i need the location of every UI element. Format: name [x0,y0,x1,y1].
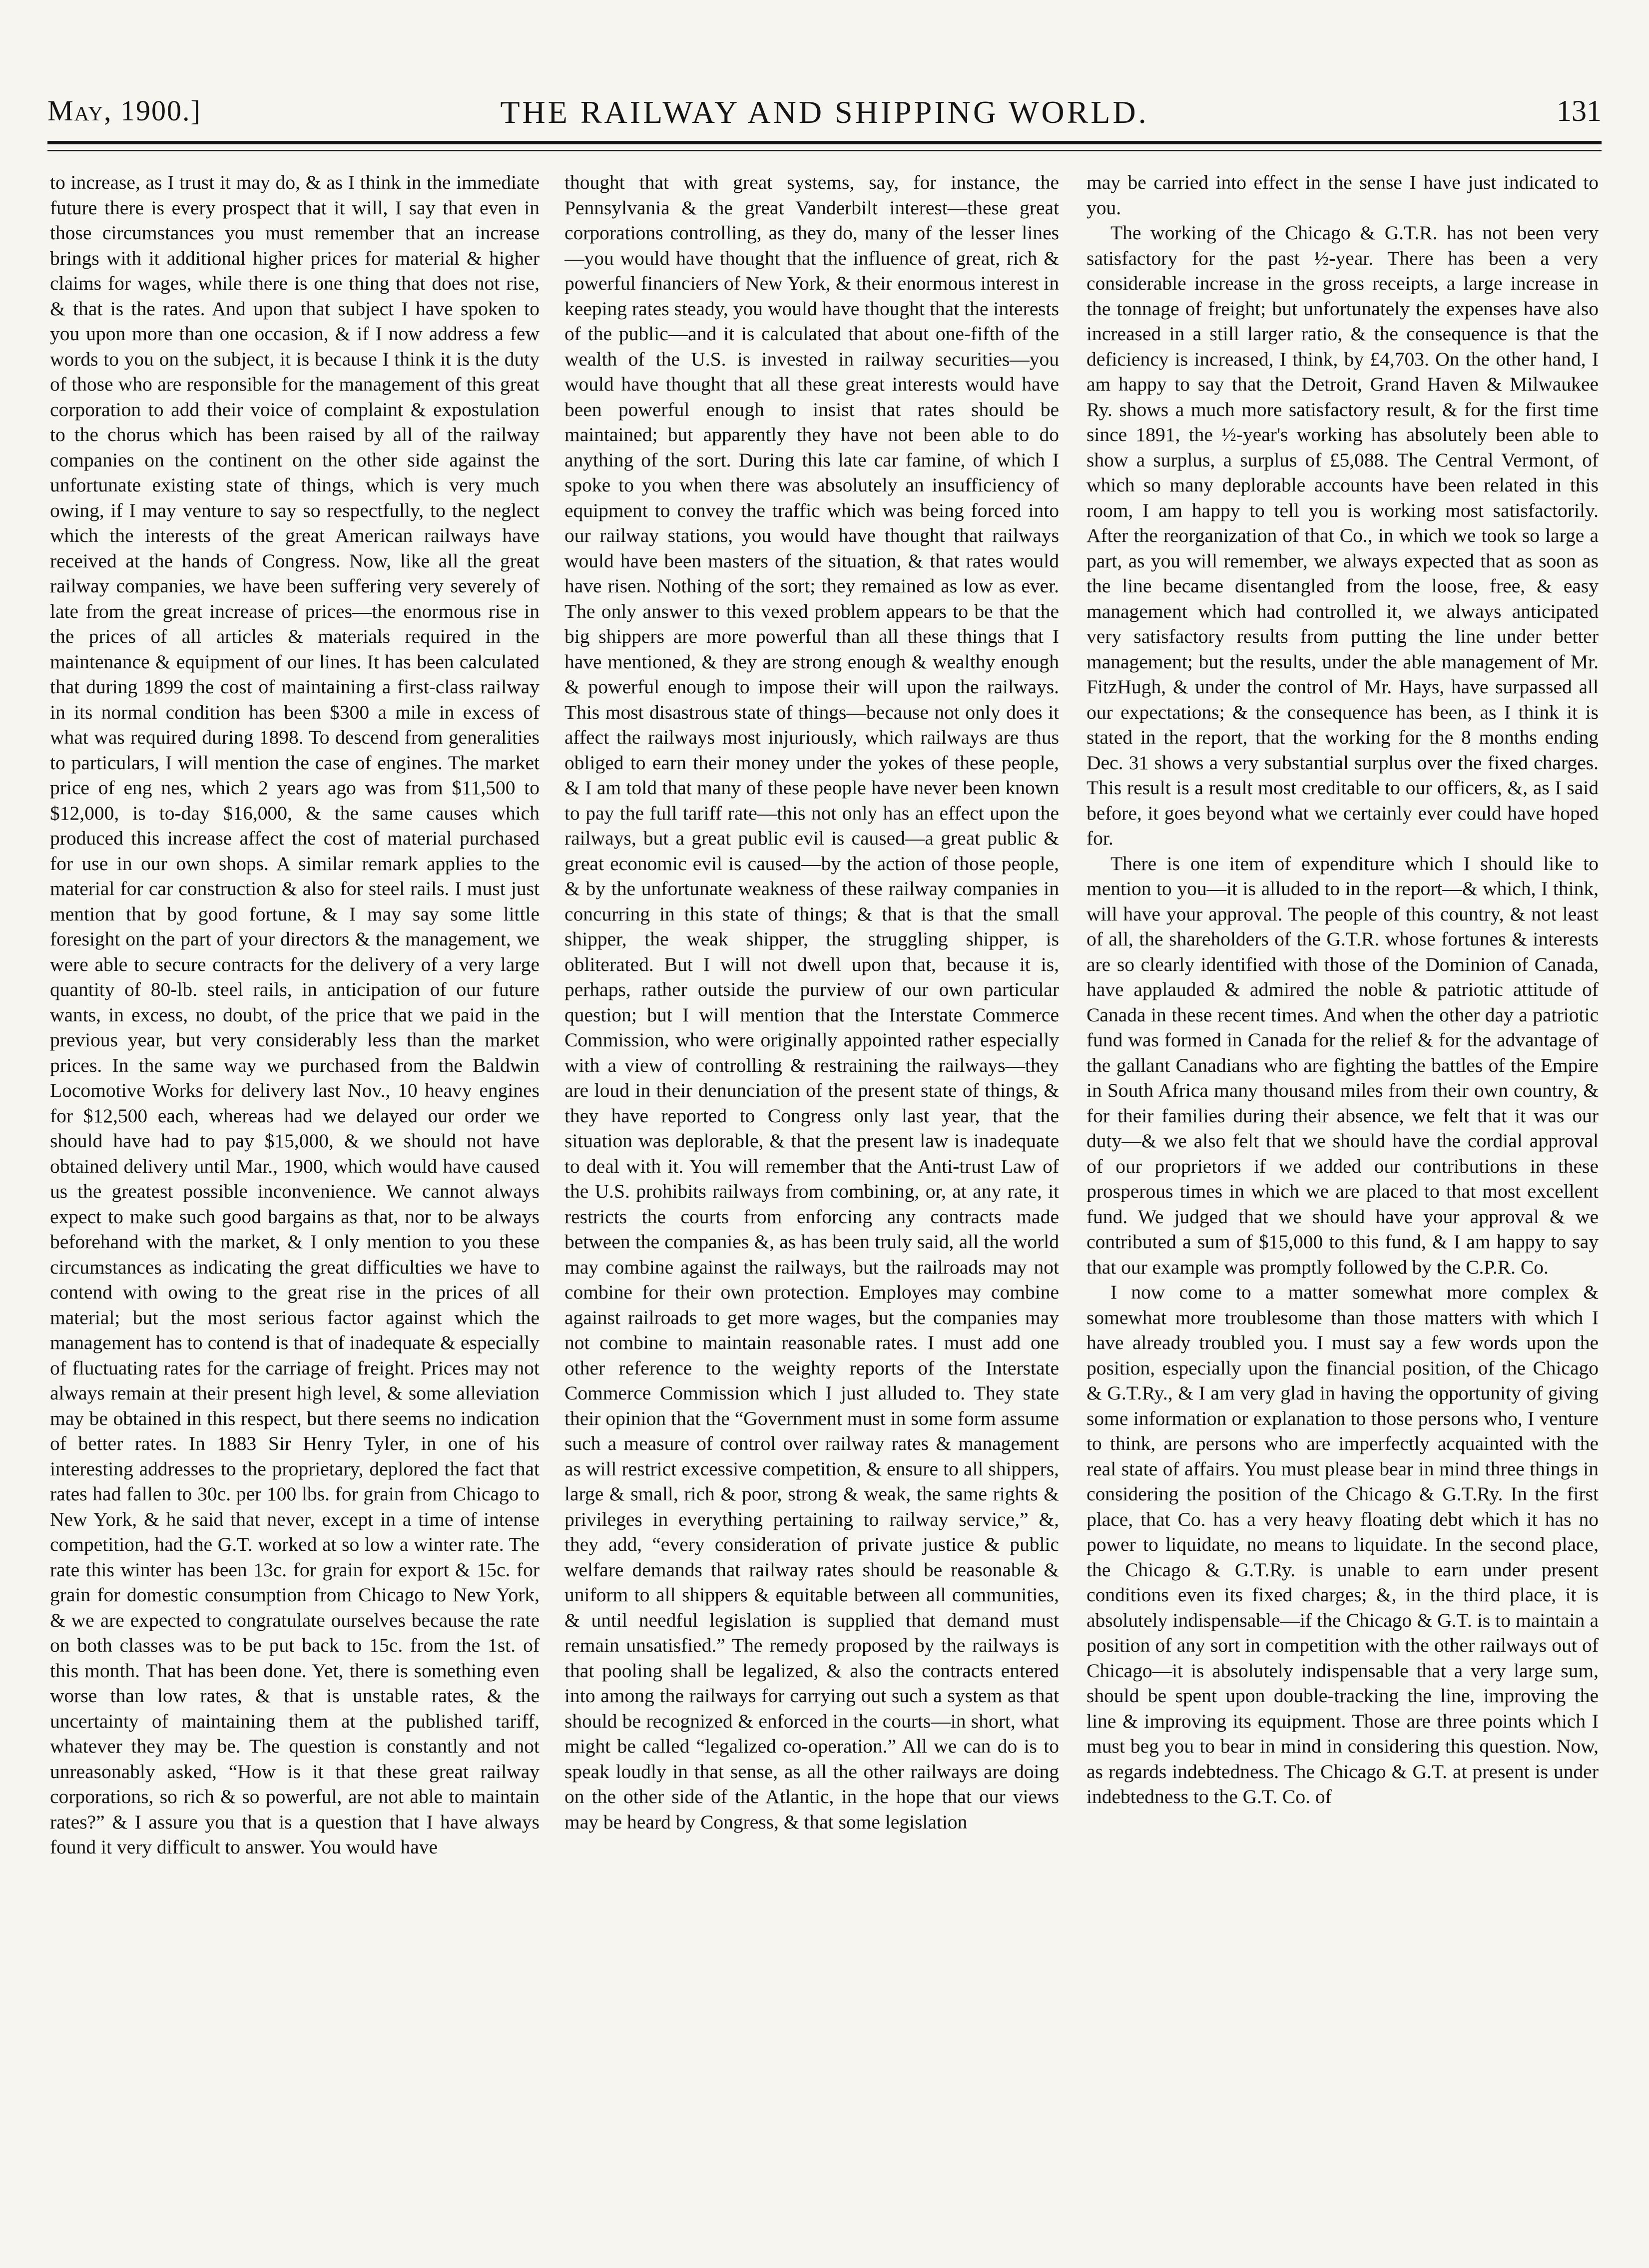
text-column-2 [564,170,1059,2253]
text-column-3 [1087,170,1599,2253]
column-3-paragraph-3: There is one item of expenditure which I should like to mention to you—it is alluded to in the report—& which, I think, will have your approval. The people of this country, & not least of all, the shareholders of the G.T.R. whose fortunes & interests are so clearly identified with those of the Dominion of Canada, have applauded & admired the noble & patriotic attitude of Canada in these recent times. And when the other day a patriotic fund was formed in Canada for the relief & for the advantage of the gallant Canadians who are fighting the battles of the Empire in South Africa many thousand miles from their own country, & for their families during their absence, we felt that it was our duty—& we also felt that we should have the cordial approval of our proprietors if we added our contributions in these prosperous times in which we are placed to that most excellent fund. We judged that we should have your approval & we contributed a sum of $15,000 to this fund, & I am happy to say that our example was promptly followed by the C.P.R. Co. [1087,852,1599,1278]
header-rule-thin [47,150,1602,151]
column-1-paragraph-1: to increase, as I trust it may do, & as I think in the immediate future there is every prospect that it will, I say that even in those circumstances you must remember that an increase brings with it additional higher prices for material & higher claims for wages, while there is one thing that does not rise, & that is the rates. And upon that subject I have spoken to you upon more than one occasion, & if I now address a few words to you on the subject, it is because I think it is the duty of those who are responsible for the management of this great corporation to add their voice of complaint & expostulation to the chorus which has been raised by all of the railway companies on the continent on the other side against the unfortunate existing state of things, which is very much owing, if I may venture to say so respectfully, to the neglect which the interests of the great American railways have received at the hands of Congress. Now, like all the great railway companies, we have been suffering very severely of late from the great increase of prices—the enormous rise in the prices of all articles & materials required in the maintenance & equipment of our lines. It has been calculated that during 1899 the cost of maintaining a first-class railway in its normal condition has been $300 a mile in excess of what was required during 1898. To descend from generalities to particulars, I will mention the case of engines. The market price of eng nes, which 2 years ago was from $11,500 to $12,000, is to-day $16,000, & the same causes which produced this increase affect the cost of material purchased for use in our own shops. A similar remark applies to the material for car construction & also for steel rails. I must just mention that by good fortune, & I may say some little foresight on the part of your directors & the management, we were able to secure contracts for the delivery of a very large quantity of 80-lb. steel rails, in anticipation of our future wants, in excess, no doubt, of the price that we paid in the previous year, but very considerably less than the market prices. In the same way we purchased from the Baldwin Locomotive Works for delivery last Nov., 10 heavy engines for $12,500 each, whereas had we delayed our order we should have had to pay $15,000, & we should not have obtained delivery until Mar., 1900, which would have caused us the greatest possible inconvenience. We cannot always expect to make such good bargains as that, nor to be always beforehand with the market, & I only mention to you these circumstances as indicating the great difficulties we have to contend with owing to the great rise in the prices of all material; but the most serious factor against which the management has to contend is that of inadequate & especially of fluctuating rates for the carriage of freight. Prices may not always remain at their present high level, & some alleviation may be obtained in this respect, but there seems no indication of better rates. In 1883 Sir Henry Tyler, in one of his interesting addresses to the proprietary, deplored the fact that rates had fallen to 30c. per 100 lbs. for grain from Chicago to New York, & he said that never, except in a time of intense competition, had the G.T. worked at so low a winter rate. The rate this winter has been 13c. for grain for export & 15c. for grain for domestic consumption from Chicago to New York, & we are expected to congratulate ourselves because the rate on both classes was to be put back to 15c. from the 1st. of this month. That has been done. Yet, there is something even worse than low rates, & that is unstable rates, & the uncertainty of maintaining them at the published tariff, whatever they may be. The question is constantly and not unreasonably asked, “How is it that these great railway corporations, so rich & so powerful, are not able to maintain rates?” & I assure you that is a question that I have always found it very difficult to answer. You would have [50,171,540,1858]
page-number: 131 [1557,94,1602,127]
column-3-paragraph-2: The working of the Chicago & G.T.R. has not been very satisfactory for the past ½-year. There has been a very considerable increase in the gross receipts, a large increase in the tonnage of freight; but unfortunately the expenses have also increased in a still larger ratio, & the consequence is that the deficiency is increased, I think, by £4,703. On the other hand, I am happy to say that the Detroit, Grand Haven & Milwaukee Ry. shows a much more satisfactory result, & for the first time since 1891, the ½-year's working has absolutely been able to show a surplus, a surplus of £5,088. The Central Vermont, of which so many deplorable accounts have been related in this room, I am happy to tell you is working most satisfactorily. After the reorganization of that Co., in which we took so large a part, as you will remember, we always expected that as soon as the line became disentangled from the loose, free, & easy management which had controlled it, we always anticipated very satisfactory results from putting the line under better management; but the results, under the able management of Mr. FitzHugh, & under the control of Mr. Hays, have surpassed all our expectations; & the consequence has been, as I think it is stated in the report, that the working for the 8 months ending Dec. 31 shows a very substantial surplus over the fixed charges. This result is a result most creditable to our officers, &, as I said before, it goes beyond what we certainly ever could have hoped for. [1087,222,1599,849]
publication-title: THE RAILWAY AND SHIPPING WORLD. [500,94,1149,130]
issue-date: May, 1900.] [47,94,201,127]
column-3-paragraph-4: I now come to a matter somewhat more complex & somewhat more troublesome than those matters with which I have already troubled you. I must say a few words upon the position, especially upon the financial position, of the Chicago & G.T.Ry., & I am very glad in having the opportunity of giving some information or explanation to those persons who, I venture to think, are persons who are imperfectly acquainted with the real state of affairs. You must please bear in mind three things in considering the position of the Chicago & G.T.Ry. In the first place, that Co. has a very heavy floating debt which it has no power to liquidate, no means to liquidate. In the second place, the Chicago & G.T.Ry. is unable to earn under present conditions even its fixed charges; &, in the third place, it is absolutely indispensable—if the Chicago & G.T. is to maintain a position of any sort in competition with the other railways out of Chicago—it is absolutely indispensable that a very large sum, should be spent upon double-tracking the line, improving the line & improving its equipment. Those are three points which I must beg you to bear in mind in considering this question. Now, as regards indebtedness. The Chicago & G.T. at present is under indebtedness to the G.T. Co. of [1087,1281,1599,1808]
header-rule-thick [47,141,1602,144]
text-column-1 [50,170,540,2253]
column-3-paragraph-1: may be carried into effect in the sense I have just indicated to you. [1087,171,1599,219]
running-header [47,94,1602,139]
column-2-paragraph-1: thought that with great systems, say, for instance, the Pennsylvania & the great Vanderbilt interest—these great corporations controlling, as they do, many of the lesser lines—you would have thought that the influence of great, rich & powerful financiers of New York, & their enormous interest in keeping rates steady, you would have thought that the interests of the public—and it is calculated that about one-fifth of the wealth of the U.S. is invested in railway securities—you would have thought that all these great interests would have been powerful enough to insist that rates should be maintained; but apparently they have not been able to do anything of the sort. During this late car famine, of which I spoke to you when there was absolutely an insufficiency of equipment to convey the traffic which was being forced into our railway stations, you would have thought that railways would have been masters of the situation, & that rates would have risen. Nothing of the sort; they remained as low as ever. The only answer to this vexed problem appears to be that the big shippers are more powerful than all these things that I have mentioned, & they are strong enough & wealthy enough & powerful enough to impose their will upon the railways. This most disastrous state of things—because not only does it affect the railways most injuriously, which railways are thus obliged to earn their money under the yokes of these people, & I am told that many of these people have never been known to pay the full tariff rate—this not only has an effect upon the railways, but a great public evil is caused—a great public & great economic evil is caused—by the action of those people, & by the unfortunate weakness of these railway companies in concurring in this state of things; & that is that the small shipper, the weak shipper, the struggling shipper, is obliterated. But I will not dwell upon that, because it is, perhaps, rather outside the purview of our own particular question; but I will mention that the Interstate Commerce Commission, who were originally appointed rather especially with a view of controlling & restraining the railways—they are loud in their denunciation of the present state of things, & they have reported to Congress only last year, that the situation was deplorable, & that the present law is inadequate to deal with it. You will remember that the Anti-trust Law of the U.S. prohibits railways from combining, or, at any rate, it restricts the courts from enforcing any contracts made between the companies &, as has been truly said, all the world may combine against the railways, but the railroads may not combine for their own protection. Employes may combine against railroads to get more wages, but the companies may not combine to maintain reasonable rates. I must add one other reference to the weighty reports of the Interstate Commerce Commission which I just alluded to. They state their opinion that the “Government must in some form assume such a measure of control over railway rates & management as will restrict excessive competition, & ensure to all shippers, large & small, rich & poor, strong & weak, the same rights & privileges in everything pertaining to railway service,” &, they add, “every consideration of private justice & public welfare demands that railway rates should be reasonable & uniform to all shippers & equitable between all communities, & until needful legislation is supplied that demand must remain unsatisfied.” The remedy proposed by the railways is that pooling shall be legalized, & also the contracts entered into among the railways for carrying out such a system as that should be recognized & enforced in the courts—in short, what might be called “legalized co-operation.” All we can do is to speak loudly in that sense, as all the other railways are doing on the other side of the Atlantic, in the hope that our views may be heard by Congress, & that some legislation [564,171,1059,1833]
